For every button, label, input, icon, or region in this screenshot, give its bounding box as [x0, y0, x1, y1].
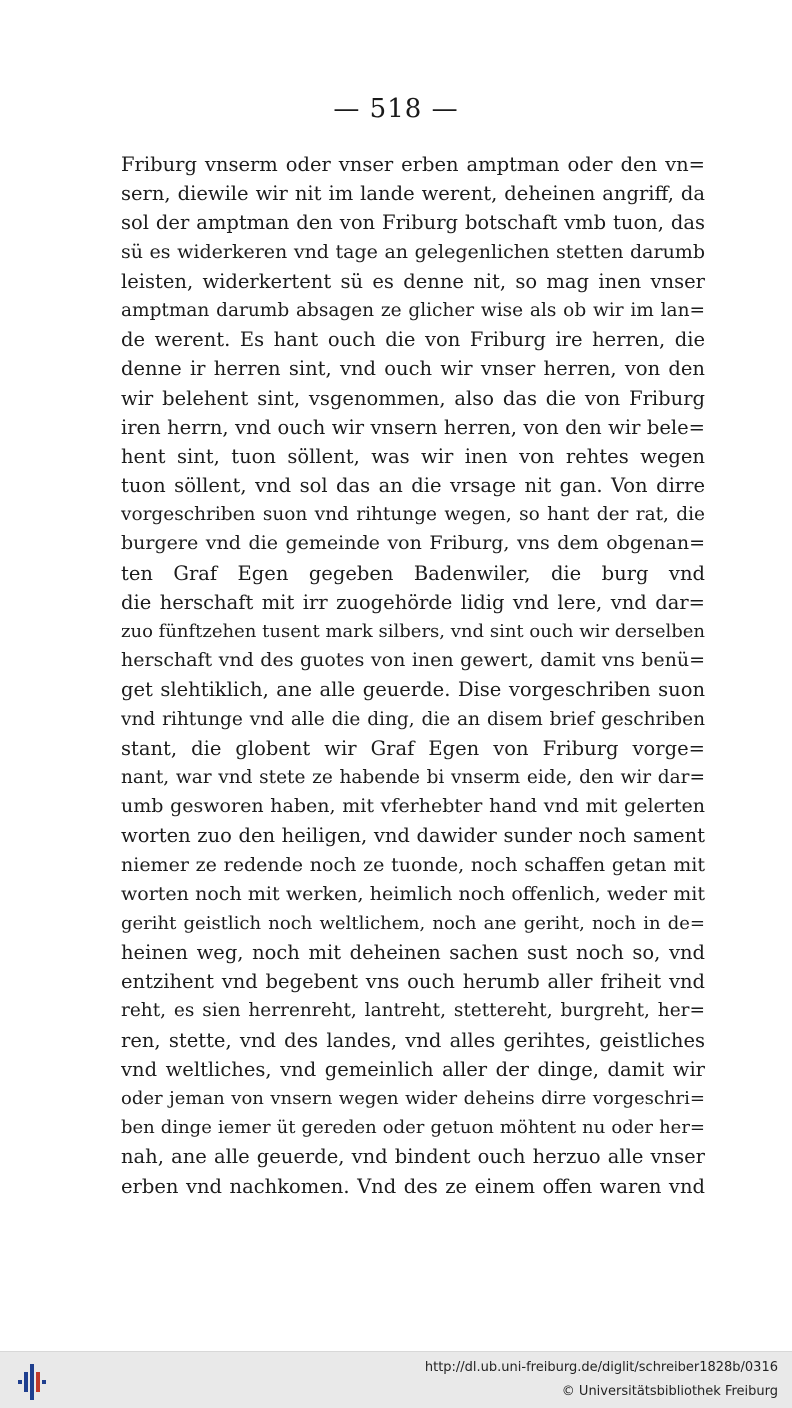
text-line: amptman darumb absagen ze glicher wise als ob wir im lan=: [121, 299, 705, 321]
text-line: die herschaft mit irr zuogehörde lidig vnd lere, vnd dar=: [121, 590, 705, 614]
text-line: iren herrn, vnd ouch wir vnsern herren, von den wir bele=: [121, 415, 705, 439]
text-line: sern, diewile wir nit im lande werent, deheinen angriff, da: [121, 182, 705, 206]
text-line: hent sint, tuon söllent, was wir inen von rehtes wegen: [121, 444, 705, 468]
text-line: ten Graf Egen gegeben Badenwiler, die burg vnd: [121, 561, 705, 585]
text-line: get slehtiklich, ane alle geuerde. Dise vorgeschriben suon: [121, 678, 705, 702]
text-line: sol der amptman den von Friburg botschaft vmb tuon, das: [121, 211, 705, 235]
text-line: worten noch mit werken, heimlich noch offenlich, weder mit: [121, 882, 705, 905]
text-line: niemer ze redende noch ze tuonde, noch schaffen getan mit: [121, 853, 705, 876]
text-line: umb gesworen haben, mit vferhebter hand vnd mit gelerten: [121, 795, 705, 818]
viewer-footer: [0, 1351, 792, 1408]
body-text: [121, 150, 705, 1201]
text-line: ren, stette, vnd des landes, vnd alles gerihtes, geistliches: [121, 1028, 705, 1052]
text-line: oder jeman von vnsern wegen wider deheins dirre vorgeschri=: [121, 1088, 705, 1109]
text-line: erben vnd nachkomen. Vnd des ze einem offen waren vnd: [121, 1174, 705, 1198]
text-line: stant, die globent wir Graf Egen von Friburg vorge=: [121, 736, 705, 760]
text-line: worten zuo den heiligen, vnd dawider sunder noch sament: [121, 824, 705, 848]
text-line: tuon söllent, vnd sol das an die vrsage nit gan. Von dirre: [121, 474, 705, 498]
text-line: geriht geistlich noch weltlichem, noch ane geriht, noch in de=: [121, 912, 705, 934]
copyright-notice: © Universitätsbibliothek Freiburg: [561, 1384, 778, 1399]
text-line: nah, ane alle geuerde, vnd bindent ouch herzuo alle vnser: [121, 1145, 705, 1169]
text-line: nant, war vnd stete ze habende bi vnserm eide, den wir dar=: [121, 766, 705, 788]
text-line: Friburg vnserm oder vnser erben amptman oder den vn=: [121, 153, 705, 176]
page-number: — 518 —: [333, 94, 459, 124]
permalink-url[interactable]: http://dl.ub.uni-freiburg.de/diglit/schreiber1828b/0316: [424, 1360, 778, 1375]
text-line: vnd rihtunge vnd alle die ding, die an disem brief geschriben: [121, 708, 705, 730]
text-line: herschaft vnd des guotes von inen gewert, damit vns benü=: [121, 649, 705, 672]
text-line: denne ir herren sint, vnd ouch wir vnser herren, von den: [121, 357, 705, 381]
text-line: ben dinge iemer üt gereden oder getuon möhtent nu oder her=: [121, 1117, 705, 1139]
text-line: de werent. Es hant ouch die von Friburg ire herren, die: [121, 328, 705, 352]
text-line: wir belehent sint, vsgenommen, also das die von Friburg: [121, 386, 705, 410]
text-line: heinen weg, noch mit deheinen sachen sust noch so, vnd: [121, 941, 705, 965]
text-line: vorgeschriben suon vnd rihtunge wegen, so hant der rat, die: [121, 504, 705, 526]
text-line: entzihent vnd begebent vns ouch herumb aller friheit vnd: [121, 970, 705, 994]
text-line: vnd weltliches, vnd gemeinlich aller der dinge, damit wir: [121, 1057, 705, 1081]
ub-freiburg-logo-icon: [12, 1362, 52, 1402]
text-line: reht, es sien herrenreht, lantreht, stettereht, burgreht, her=: [121, 1000, 705, 1022]
text-line: zuo fünftzehen tusent mark silbers, vnd sint ouch wir derselben: [121, 621, 705, 642]
text-line: sü es widerkeren vnd tage an gelegenlichen stetten darumb: [121, 240, 705, 263]
text-line: leisten, widerkertent sü es denne nit, so mag inen vnser: [121, 269, 705, 293]
text-line: burgere vnd die gemeinde von Friburg, vns dem obgenan=: [121, 532, 705, 555]
